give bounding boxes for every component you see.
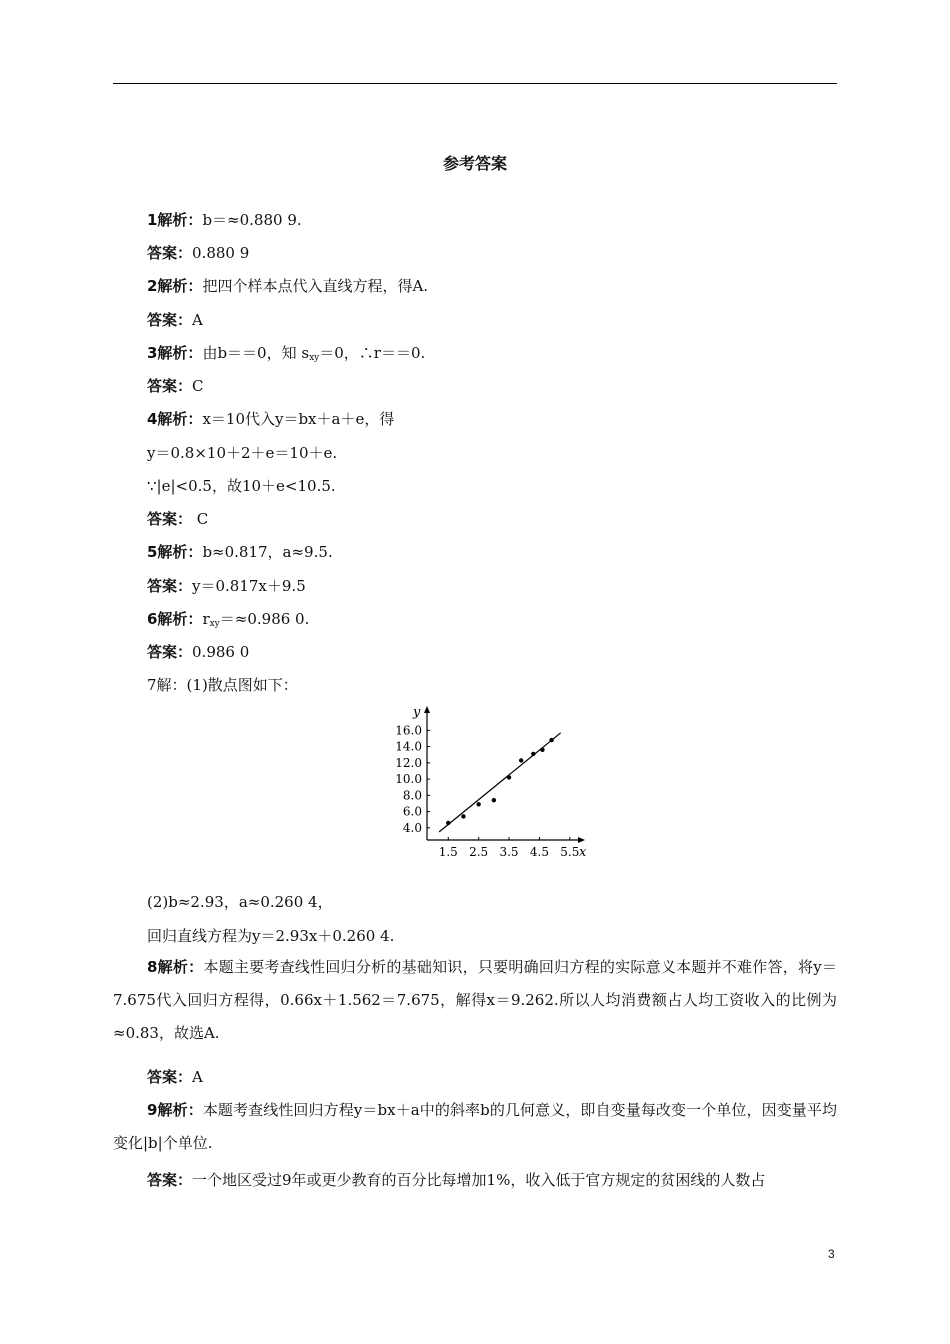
data-point (549, 738, 553, 742)
y-tick-label: 8.0 (402, 788, 422, 803)
y-tick-label: 14.0 (395, 739, 422, 754)
label: 2解析： (147, 277, 203, 295)
answer-8 (147, 1067, 203, 1087)
text: C (192, 377, 204, 395)
x-tick-label: 3.5 (499, 845, 519, 859)
data-point (507, 775, 511, 779)
data-point (519, 758, 523, 762)
text: 0.986 0 (192, 643, 250, 661)
text: x＝10代入y＝bx＋a＋e，得 (202, 410, 395, 428)
answer-4 (147, 509, 208, 529)
data-point (492, 798, 496, 802)
answer-7-part-2: (2)b≈2.93，a≈0.260 4， (147, 893, 333, 911)
data-point (531, 752, 535, 756)
y-tick-label: 16.0 (395, 723, 422, 738)
data-point (476, 802, 480, 806)
subscript: xy (209, 619, 220, 629)
text: 由b＝＝0，知 s (202, 344, 310, 362)
answer-9 (147, 1170, 765, 1190)
answer-3 (147, 376, 204, 396)
text: y＝0.817x＋9.5 (192, 577, 306, 595)
header-rule (113, 83, 837, 84)
text: 本题主要考查线性回归分析的基础知识，只要明确回归方程的实际意义本题并不难作答，将y＝7.675代入回归方程得，0.66x＋1.562＝7.675，解得x＝9.262.所以人均消费额占人均工资收入的比例为≈0.83，故选A. (113, 958, 838, 1042)
label: 5解析： (147, 543, 203, 561)
label: 8解析： (147, 958, 204, 976)
answer-7-equation: 回归直线方程为y＝2.93x＋0.260 4. (147, 927, 395, 945)
y-axis-arrow (424, 706, 430, 713)
answer-8-analysis (113, 951, 837, 1050)
answer-6-analysis (147, 609, 309, 634)
y-tick-label: 6.0 (402, 804, 422, 819)
text: 一个地区受过9年或更少教育的百分比每增加1%，收入低于官方规定的贫困线的人数占 (192, 1171, 766, 1189)
x-axis-arrow (578, 837, 585, 843)
text: 把四个样本点代入直线方程，得A. (202, 277, 429, 295)
subscript: xy (309, 353, 320, 363)
x-tick-label: 2.5 (469, 845, 489, 859)
label: 答案： (147, 377, 193, 395)
label: 答案： (147, 577, 193, 595)
text: A (192, 311, 203, 329)
page-title: 参考答案 (442, 154, 507, 173)
answer-7-intro: 7解：(1)散点图如下： (147, 676, 298, 694)
text: 0.880 9 (192, 244, 250, 262)
text: ＝≈0.986 0. (219, 610, 310, 628)
label: 答案： (147, 1171, 193, 1189)
label: 答案： (147, 311, 193, 329)
label: 6解析： (147, 610, 203, 628)
answer-3-analysis (147, 343, 425, 368)
data-point (540, 748, 544, 752)
text: r (202, 610, 210, 628)
page-number: 3 (828, 1247, 835, 1261)
x-axis-label: x (579, 845, 587, 860)
label: 答案： (147, 510, 193, 528)
x-tick-label: 1.5 (438, 845, 458, 859)
answer-9-analysis (113, 1094, 837, 1160)
label: 答案： (147, 1068, 193, 1086)
label: 9解析： (147, 1101, 203, 1119)
y-tick-label: 12.0 (395, 755, 422, 770)
y-axis-label: y (413, 705, 421, 720)
answer-4-analysis (147, 409, 394, 429)
text: b＝≈0.880 9. (202, 211, 302, 229)
label: 答案： (147, 643, 193, 661)
data-point (461, 814, 465, 818)
text: 本题考查线性回归方程y＝bx＋a中的斜率b的几何意义，即自变量每改变一个单位，因变量平均变化|b|个单位. (113, 1101, 837, 1152)
label: 1解析： (147, 211, 203, 229)
answer-2 (147, 310, 203, 330)
answer-1 (147, 243, 249, 263)
scatter-plot (393, 700, 593, 865)
x-tick-label: 4.5 (529, 845, 549, 859)
y-tick-label: 10.0 (395, 772, 422, 787)
answer-5-analysis (147, 542, 333, 562)
answer-1-analysis (147, 210, 302, 230)
answer-6 (147, 642, 249, 662)
label: 3解析： (147, 344, 203, 362)
answer-4-line-3: ∵|e|<0.5，故10＋e<10.5. (147, 477, 336, 495)
data-point (446, 821, 450, 825)
x-tick-label: 5.5 (560, 845, 580, 859)
text: b≈0.817，a≈9.5. (202, 543, 333, 561)
label: 4解析： (147, 410, 203, 428)
text: A (192, 1068, 203, 1086)
y-tick-label: 4.0 (402, 820, 422, 835)
text: ＝0，∴r＝＝0. (319, 344, 426, 362)
answer-2-analysis (147, 276, 428, 296)
text: C (192, 510, 209, 528)
label: 答案： (147, 244, 193, 262)
answer-4-line-2: y＝0.8×10＋2＋e＝10＋e. (147, 444, 338, 462)
answer-5 (147, 576, 306, 596)
